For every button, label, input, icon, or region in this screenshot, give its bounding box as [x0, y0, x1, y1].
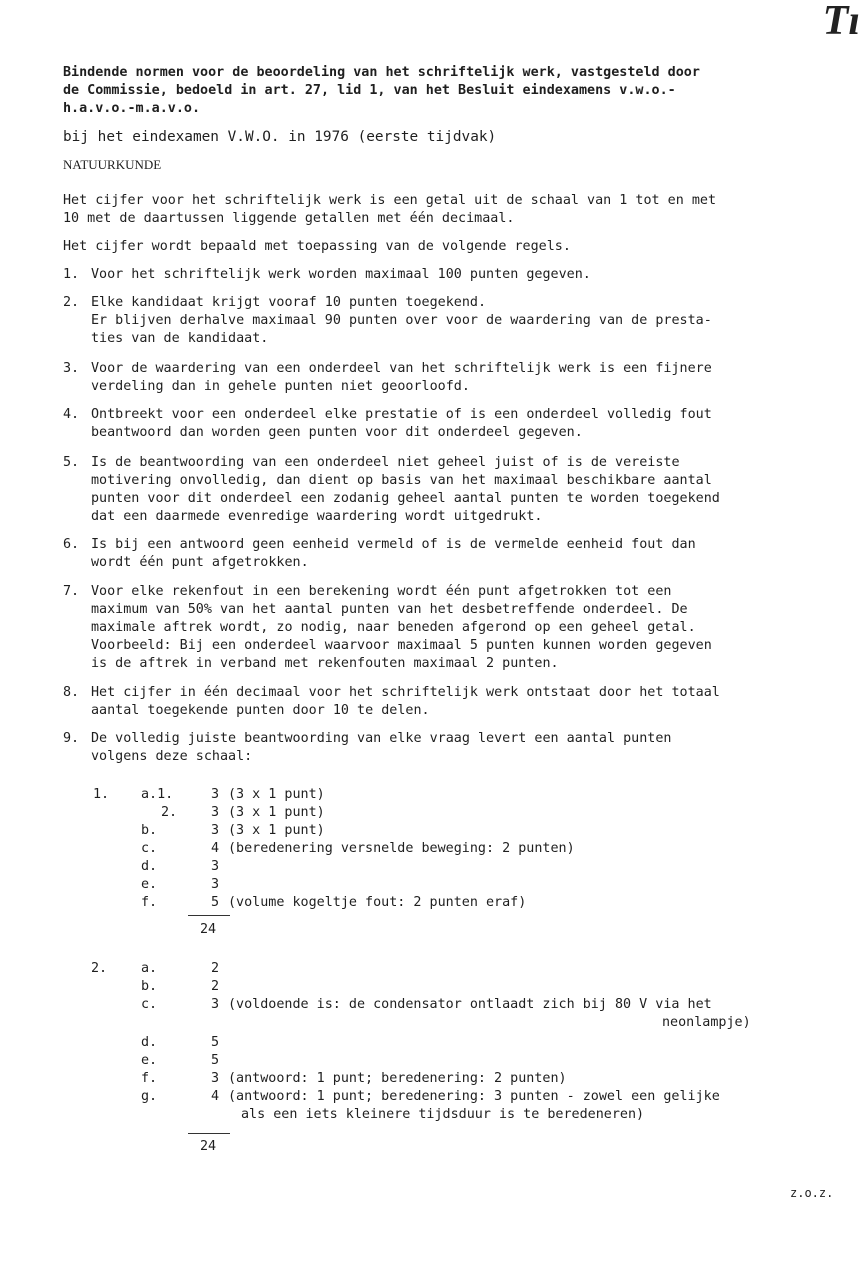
- rule-8-line: Het cijfer in één decimaal voor het schriftelijk werk ontstaat door het totaal: [91, 685, 720, 700]
- subject-title: NATUURKUNDE: [63, 157, 162, 172]
- score-note: (volume kogeltje fout: 2 punten eraf): [228, 895, 527, 910]
- rule-5-line: Is de beantwoording van een onderdeel niet geheel juist of is de vereiste: [91, 455, 680, 470]
- score-label: 2.: [161, 805, 178, 820]
- rule-4-num: 4.: [63, 407, 80, 422]
- exam-line: bij het eindexamen V.W.O. in 1976 (eerste tijdvak): [63, 129, 497, 145]
- rule-5-num: 5.: [63, 455, 80, 470]
- rule-9-line: De volledig juiste beantwoording van elke vraag levert een aantal punten: [91, 731, 672, 746]
- score-note: (voldoende is: de condensator ontlaadt zich bij 80 V via het: [228, 997, 712, 1012]
- rule-8-line: aantal toegekende punten door 10 te delen.: [91, 703, 430, 718]
- score-points: 2: [211, 979, 220, 994]
- score-label: e.: [141, 877, 158, 892]
- question-1-total: 24: [200, 922, 217, 937]
- rule-3-line: verdeling dan in gehele punten niet geoorloofd.: [91, 379, 470, 394]
- rule-7-line: Voor elke rekenfout in een berekening wordt één punt afgetrokken tot een: [91, 584, 672, 599]
- rule-8-num: 8.: [63, 685, 80, 700]
- rule-7-line: maximum van 50% van het aantal punten van het desbetreffende onderdeel. De: [91, 602, 688, 617]
- rule-5-line: dat een daarmede evenredige waardering wordt uitgedrukt.: [91, 509, 543, 524]
- rule-7-num: 7.: [63, 584, 80, 599]
- rule-2-line: Elke kandidaat krijgt vooraf 10 punten toegekend.: [91, 295, 487, 310]
- rule-4-line: Ontbreekt voor een onderdeel elke prestatie of is een onderdeel volledig fout: [91, 407, 712, 422]
- score-label: e.: [141, 1053, 158, 1068]
- score-label: c.: [141, 841, 158, 856]
- score-label: c.: [141, 997, 158, 1012]
- rule-3-num: 3.: [63, 361, 80, 376]
- score-points: 3: [211, 997, 220, 1012]
- score-points: 3: [211, 805, 220, 820]
- heading-line-2: de Commissie, bedoeld in art. 27, lid 1, van het Besluit eindexamens v.w.o.-: [63, 83, 676, 98]
- rule-7-line: is de aftrek in verband met rekenfouten maximaal 2 punten.: [91, 656, 559, 671]
- score-points: 5: [211, 1035, 220, 1050]
- score-label: f.: [141, 1071, 158, 1086]
- heading-line-3: h.a.v.o.-m.a.v.o.: [63, 101, 201, 116]
- score-note: (beredenering versnelde beweging: 2 punten): [228, 841, 575, 856]
- score-note: (3 x 1 punt): [228, 823, 325, 838]
- score-note: (antwoord: 1 punt; beredenering: 2 punten): [228, 1071, 567, 1086]
- rule-7-line: Voorbeeld: Bij een onderdeel waarvoor maximaal 5 punten kunnen worden gegeven: [91, 638, 712, 653]
- score-points: 4: [211, 1089, 220, 1104]
- rule-6-line: wordt één punt afgetrokken.: [91, 555, 309, 570]
- score-note: (3 x 1 punt): [228, 787, 325, 802]
- question-2-number: 2.: [91, 961, 108, 976]
- score-label: d.: [141, 859, 158, 874]
- rule-1-line: Voor het schriftelijk werk worden maximaal 100 punten gegeven.: [91, 267, 591, 282]
- page-turn-note: z.o.z.: [790, 1186, 834, 1200]
- total-rule: [188, 1133, 230, 1134]
- heading-line-1: Bindende normen voor de beoordeling van het schriftelijk werk, vastgesteld door: [63, 65, 700, 80]
- score-note-continued: als een iets kleinere tijdsduur is te beredeneren): [241, 1107, 645, 1122]
- score-points: 3: [211, 823, 220, 838]
- intro-line-3: Het cijfer wordt bepaald met toepassing van de volgende regels.: [63, 239, 571, 254]
- score-label: b.: [141, 823, 158, 838]
- intro-line-2: 10 met de daartussen liggende getallen met één decimaal.: [63, 211, 515, 226]
- intro-line-1: Het cijfer voor het schriftelijk werk is een getal uit de schaal van 1 tot en met: [63, 193, 717, 208]
- rule-5-line: motivering onvolledig, dan dient op basis van het maximaal beschikbare aantal: [91, 473, 712, 488]
- rule-2-line: ties van de kandidaat.: [91, 331, 269, 346]
- question-2-total: 24: [200, 1139, 217, 1154]
- rule-1-num: 1.: [63, 267, 80, 282]
- rule-2-line: Er blijven derhalve maximaal 90 punten over voor de waardering van de presta-: [91, 313, 712, 328]
- rule-2-num: 2.: [63, 295, 80, 310]
- score-points: 3: [211, 877, 220, 892]
- score-note: (antwoord: 1 punt; beredenering: 3 punten - zowel een gelijke: [228, 1089, 720, 1104]
- score-points: 3: [211, 1071, 220, 1086]
- score-note: (3 x 1 punt): [228, 805, 325, 820]
- rule-9-num: 9.: [63, 731, 80, 746]
- rule-6-num: 6.: [63, 537, 80, 552]
- rule-6-line: Is bij een antwoord geen eenheid vermeld of is de vermelde eenheid fout dan: [91, 537, 696, 552]
- total-rule: [188, 915, 230, 916]
- rule-4-line: beantwoord dan worden geen punten voor dit onderdeel gegeven.: [91, 425, 583, 440]
- score-points: 5: [211, 1053, 220, 1068]
- score-points: 3: [211, 859, 220, 874]
- score-label: g.: [141, 1089, 158, 1104]
- score-points: 2: [211, 961, 220, 976]
- corner-mark: Tı: [822, 0, 860, 44]
- score-points: 5: [211, 895, 220, 910]
- score-label: a.1.: [141, 787, 174, 802]
- score-note-continued: neonlampje): [662, 1015, 751, 1030]
- rule-3-line: Voor de waardering van een onderdeel van het schriftelijk werk is een fijnere: [91, 361, 712, 376]
- score-points: 3: [211, 787, 220, 802]
- question-1-number: 1.: [93, 787, 110, 802]
- score-label: a.: [141, 961, 158, 976]
- rule-9-line: volgens deze schaal:: [91, 749, 253, 764]
- rule-7-line: maximale aftrek wordt, zo nodig, naar beneden afgerond op een geheel getal.: [91, 620, 696, 635]
- score-points: 4: [211, 841, 220, 856]
- rule-5-line: punten voor dit onderdeel een zodanig geheel aantal punten te worden toegekend: [91, 491, 720, 506]
- score-label: d.: [141, 1035, 158, 1050]
- score-label: f.: [141, 895, 158, 910]
- score-label: b.: [141, 979, 158, 994]
